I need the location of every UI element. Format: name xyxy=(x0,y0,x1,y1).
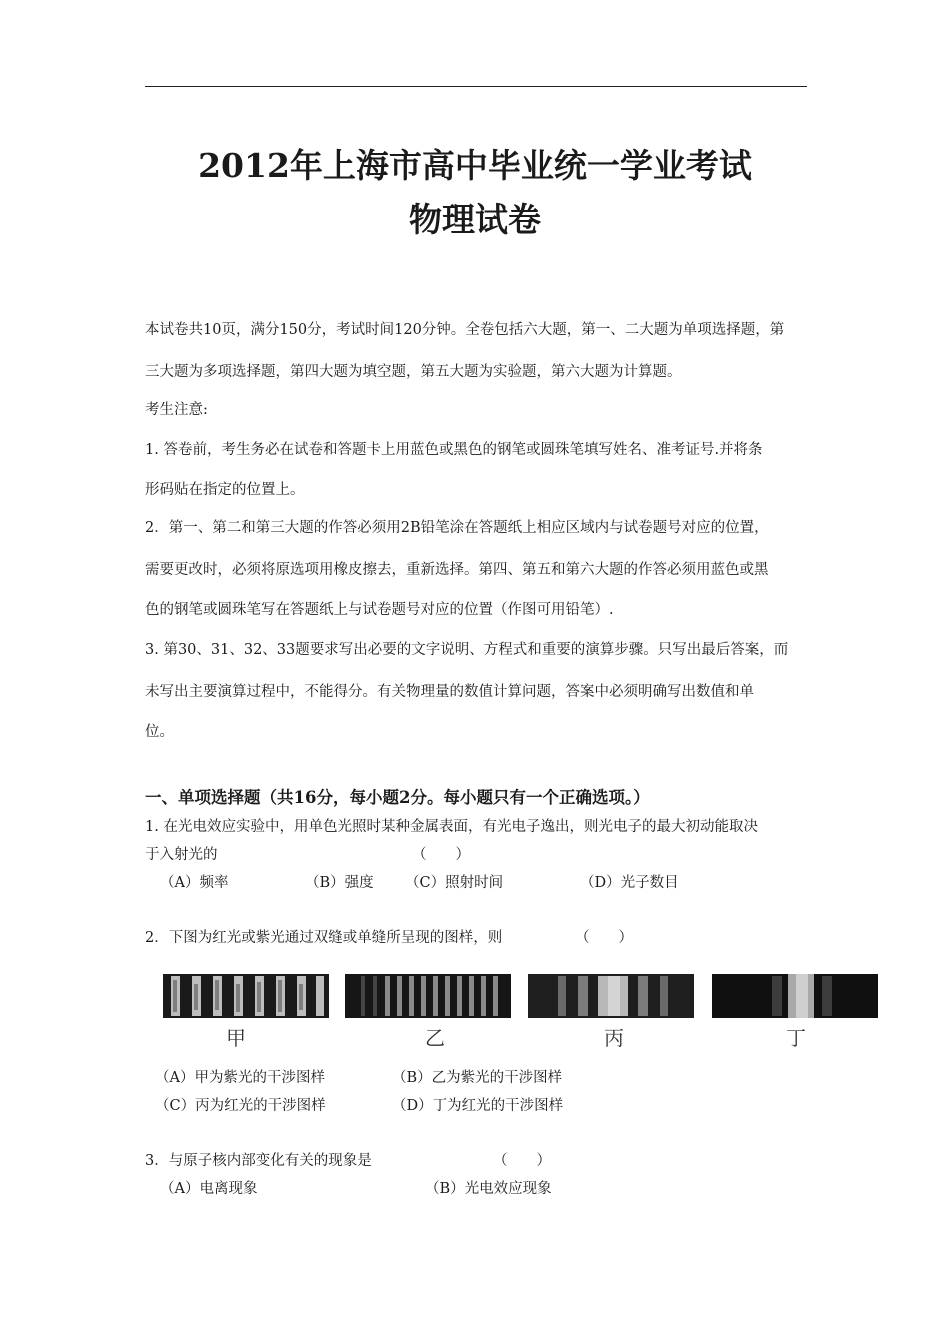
q1-answer-bracket: （ ） xyxy=(412,847,470,863)
intro-line-1: 本试卷共10页，满分150分，考试时间120分钟。全卷包括六大题，第一、二大题为单项选择题，第 xyxy=(145,322,785,338)
notice-2-line-2: 需要更改时，必须将原选项用橡皮擦去，重新选择。第四、第五和第六大题的作答必须用蓝色或黑 xyxy=(145,562,769,578)
q3-option-a: （A）电离现象 xyxy=(160,1181,258,1197)
fringe-label-ding: 丁 xyxy=(786,1026,806,1050)
intro-line-2: 三大题为多项选择题，第四大题为填空题，第五大题为实验题，第六大题为计算题。 xyxy=(145,364,682,380)
notice-3-line-1: 3. 第30、31、32、33题要求写出必要的文字说明、方程式和重要的演算步骤。只写出最后答案，而 xyxy=(145,642,789,658)
q1-stem-line-2: 于入射光的 xyxy=(145,847,218,863)
fringe-pattern-ding xyxy=(712,974,878,1018)
notice-3-line-2: 未写出主要演算过程中，不能得分。有关物理量的数值计算问题，答案中必须明确写出数值和单 xyxy=(145,684,754,700)
notice-heading: 考生注意: xyxy=(145,402,208,418)
page-subtitle: 物理试卷 xyxy=(409,200,541,239)
fringe-pattern-yi xyxy=(345,974,511,1018)
notice-2-line-1: 2．第一、第二和第三大题的作答必须用2B铅笔涂在答题纸上相应区域内与试卷题号对应的位置， xyxy=(145,520,769,536)
q2-option-c: （C）丙为红光的干涉图样 xyxy=(155,1098,326,1114)
q1-option-a: （A）频率 xyxy=(160,875,229,891)
q2-option-b: （B）乙为紫光的干涉图样 xyxy=(392,1070,563,1086)
fringe-pattern-bing xyxy=(528,974,694,1018)
q1-stem-line-1: 1. 在光电效应实验中，用单色光照时某种金属表面，有光电子逸出，则光电子的最大初动能取决 xyxy=(145,819,758,835)
fringe-label-jia: 甲 xyxy=(226,1026,246,1050)
q2-option-d: （D）丁为红光的干涉图样 xyxy=(392,1098,564,1114)
fringe-label-bing: 丙 xyxy=(604,1026,624,1050)
q2-option-a: （A）甲为紫光的干涉图样 xyxy=(155,1070,325,1086)
notice-2-line-3: 色的钢笔或圆珠笔写在答题纸上与试卷题号对应的位置（作图可用铅笔）. xyxy=(145,602,614,618)
q3-stem: 3．与原子核内部变化有关的现象是 xyxy=(145,1153,372,1169)
page-title: 2012年上海市高中毕业统一学业考试 xyxy=(198,146,752,185)
notice-1-line-2: 形码贴在指定的位置上。 xyxy=(145,482,305,498)
notice-1-line-1: 1. 答卷前，考生务必在试卷和答题卡上用蓝色或黑色的钢笔或圆珠笔填写姓名、准考证号.并将条 xyxy=(145,442,763,458)
q1-option-d: （D）光子数目 xyxy=(580,875,679,891)
q1-option-c: （C）照射时间 xyxy=(405,875,504,891)
notice-3-line-3: 位。 xyxy=(145,724,174,740)
q3-answer-bracket: （ ） xyxy=(493,1153,551,1169)
q3-option-b: （B）光电效应现象 xyxy=(425,1181,552,1197)
q2-stem: 2．下图为红光或紫光通过双缝或单缝所呈现的图样，则 xyxy=(145,930,503,946)
fringe-label-yi: 乙 xyxy=(425,1026,445,1050)
q2-answer-bracket: （ ） xyxy=(575,930,633,946)
q1-option-b: （B）强度 xyxy=(305,875,374,891)
top-rule xyxy=(145,86,807,87)
fringe-pattern-jia xyxy=(163,974,329,1018)
section-heading: 一、单项选择题（共16分，每小题2分。每小题只有一个正确选项。） xyxy=(145,788,650,807)
